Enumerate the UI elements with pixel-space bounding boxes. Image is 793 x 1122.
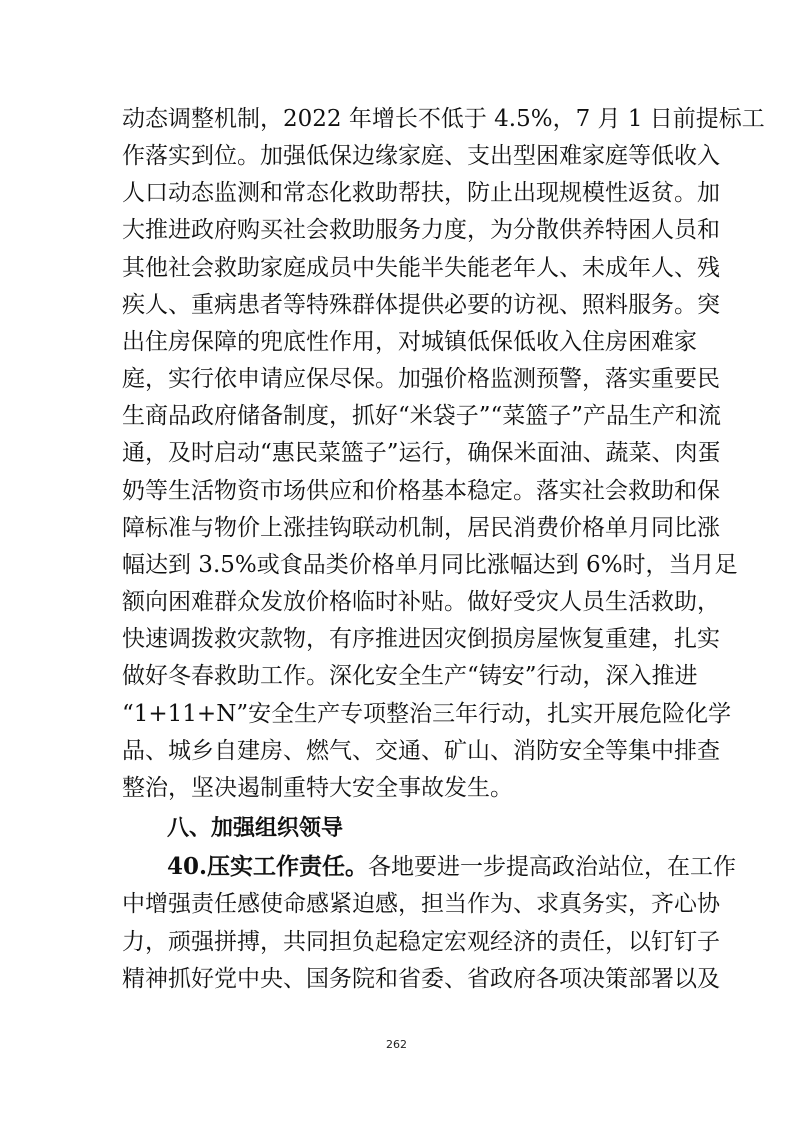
text-line: 人口动态监测和常态化救助帮扶，防止出现规模性返贫。加	[122, 180, 720, 206]
text-line: 生商品政府储备制度，抓好“米袋子”“菜篮子”产品生产和流	[122, 403, 722, 429]
text-line: 整治，坚决遏制重特大安全事故发生。	[122, 775, 513, 801]
text-line: 奶等生活物资市场供应和价格基本稳定。落实社会救助和保	[122, 478, 720, 504]
text-line: 动态调整机制，2022 年增长不低于 4.5%，7 月 1 日前提标工	[122, 106, 765, 132]
paragraph-first-line	[167, 849, 737, 885]
text-line: 精神抓好党中央、国务院和省委、省政府各项决策部署以及	[122, 966, 720, 992]
item-title: 40.压实工作责任。	[167, 853, 369, 880]
text-line: 中增强责任感使命感紧迫感，担当作为、求真务实，齐心协	[122, 891, 720, 917]
text-line: 力，顽强拼搏，共同担负起稳定宏观经济的责任，以钉钉子	[122, 929, 720, 955]
text-line: 其他社会救助家庭成员中失能半失能老年人、未成年人、残	[122, 255, 720, 281]
text-line: 快速调拨救灾款物，有序推进因灾倒损房屋恢复重建，扎实	[122, 626, 720, 652]
text-line: 做好冬春救助工作。深化安全生产“铸安”行动，深入推进	[122, 663, 698, 689]
text-line: 品、城乡自建房、燃气、交通、矿山、消防安全等集中排查	[122, 738, 720, 764]
text-line: 障标准与物价上涨挂钩联动机制，居民消费价格单月同比涨	[122, 515, 720, 541]
text-line: 出住房保障的兜底性作用，对城镇低保低收入住房困难家	[122, 329, 697, 355]
text-line: 作落实到位。加强低保边缘家庭、支出型困难家庭等低收入	[122, 143, 720, 169]
text-line: 庭，实行依申请应保尽保。加强价格监测预警，落实重要民	[122, 366, 720, 392]
text-line: 幅达到 3.5%或食品类价格单月同比涨幅达到 6%时，当月足	[122, 552, 738, 578]
page-number: 262	[386, 1038, 407, 1051]
section-heading: 八、加强组织领导	[167, 816, 344, 841]
text-line: 疾人、重病患者等特殊群体提供必要的访视、照料服务。突	[122, 292, 720, 318]
text-line: 通，及时启动“惠民菜篮子”运行，确保米面油、蔬菜、肉蛋	[122, 440, 721, 466]
text-span: 各地要进一步提高政治站位，在工作	[368, 854, 737, 880]
text-line: “1+11+N”安全生产专项整治三年行动，扎实开展危险化学	[122, 701, 732, 727]
text-line: 大推进政府购买社会救助服务力度，为分散供养特困人员和	[122, 217, 720, 243]
text-line: 额向困难群众发放价格临时补贴。做好受灾人员生活救助，	[122, 589, 720, 615]
